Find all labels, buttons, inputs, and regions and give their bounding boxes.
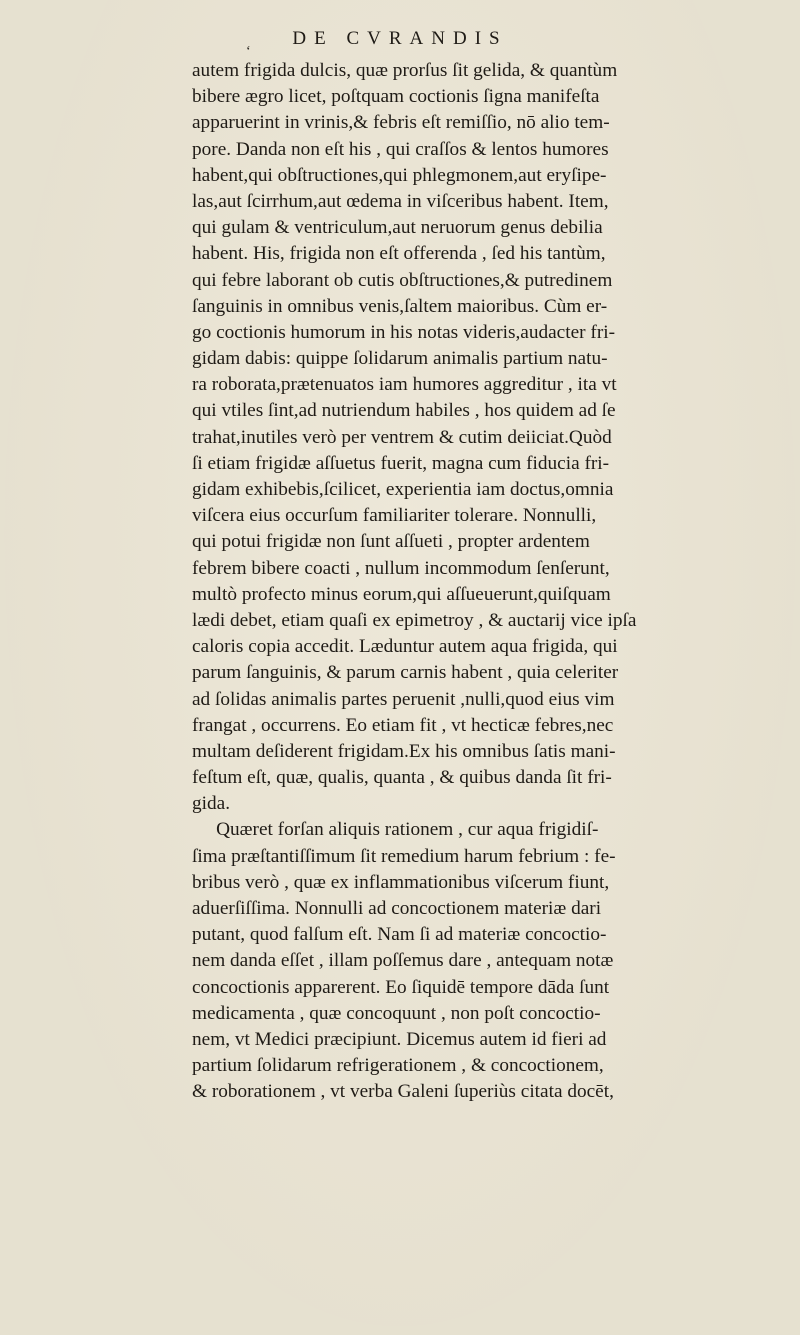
text-line: caloris copia accedit. Læduntur autem aqua frigida, qui	[192, 636, 618, 658]
text-line: bibere ægro licet, poſtquam coctionis ſigna manifeſta	[192, 86, 600, 108]
text-line: frangat , occurrens. Eo etiam fit , vt hecticæ febres,nec	[192, 714, 614, 736]
text-line: medicamenta , quæ concoquunt , non poſt concoctio-	[192, 1002, 601, 1024]
text-line: gida.	[192, 793, 231, 815]
text-line: qui febre laborant ob cutis obſtructiones,& putredinem	[192, 269, 613, 291]
text-line: parum ſanguinis, & parum carnis habent , quia celeriter	[192, 662, 619, 684]
text-line: go coctionis humorum in his notas videris,audacter fri-	[192, 321, 616, 343]
text-line: partium ſolidarum refrigerationem , & concoctionem,	[192, 1055, 604, 1077]
text-line: ſima præſtantiſſimum ſit remedium harum febrium : fe-	[192, 845, 616, 867]
text-line: las,aut ſcirrhum,aut œdema in viſceribus habent. Item,	[192, 190, 609, 212]
text-line: Quæret forſan aliquis rationem , cur aqua frigidiſ-	[192, 819, 599, 841]
text-line: gidam dabis: quippe ſolidarum animalis partium natu-	[192, 348, 608, 370]
text-line: bribus verò , quæ ex inflammationibus viſcerum fiunt,	[192, 871, 610, 893]
text-line: viſcera eius occurſum familiariter tolerare. Nonnulli,	[192, 505, 597, 527]
text-line: qui gulam & ventriculum,aut neruorum genus debilia	[192, 217, 603, 239]
text-line: gidam exhibebis,ſcilicet, experientia iam doctus,omnia	[192, 479, 614, 500]
text-line: qui vtiles ſint,ad nutriendum habiles , hos quidem ad ſe	[192, 400, 616, 422]
text-line: habent,qui obſtructiones,qui phlegmonem,aut eryſipe-	[192, 164, 607, 186]
text-line: autem frigida dulcis, quæ prorſus ſit gelida, & quantùm	[192, 60, 618, 81]
text-line: febrem bibere coacti , nullum incommodum ſenſerunt,	[192, 557, 610, 579]
text-line: ra roborata,prætenuatos iam humores aggreditur , ita vt	[192, 374, 617, 396]
text-line: multam deſiderent frigidam.Ex his omnibus ſatis mani-	[192, 740, 616, 762]
text-line: lædi debet, etiam quaſi ex epimetroy , & auctarij vice ipſa	[192, 609, 637, 631]
text-line: nem danda eſſet , illam poſſemus dare , antequam notæ	[192, 950, 614, 972]
text-line: ſanguinis in omnibus venis,ſaltem maioribus. Cùm er-	[192, 295, 608, 317]
text-line: trahat,inutiles verò per ventrem & cutim deiiciat.Quòd	[192, 426, 612, 448]
text-line: ad ſolidas animalis partes peruenit ,nulli,quod eius vim	[192, 688, 615, 710]
text-line: multò profecto minus eorum,qui aſſueuerunt,quiſquam	[192, 583, 611, 605]
body-text	[192, 58, 800, 1106]
page-mark: ʻ	[246, 44, 251, 59]
text-line: pore. Danda non eſt his , qui craſſos & lentos humores	[192, 138, 609, 160]
running-head: DE CVRANDIS	[292, 28, 508, 49]
text-line: habent. His, frigida non eſt offerenda , ſed his tantùm,	[192, 243, 606, 265]
text-line: aduerſiſſima. Nonnulli ad concoctionem materiæ dari	[192, 898, 602, 919]
text-line: apparuerint in vrinis,& febris eſt remiſſio, nō alio tem-	[192, 112, 610, 134]
text-line: putant, quod falſum eſt. Nam ſi ad materiæ concoctio-	[192, 924, 607, 946]
text-line: concoctionis apparerent. Eo ſiquidē tempore dāda ſunt	[192, 976, 610, 998]
text-line: qui potui frigidæ non ſunt aſſueti , propter ardentem	[192, 531, 590, 553]
text-line: ſi etiam frigidæ aſſuetus fuerit, magna cum fiducia fri-	[192, 452, 610, 474]
text-line: nem, vt Medici præcipiunt. Dicemus autem id fieri ad	[192, 1028, 607, 1050]
text-line: & roborationem , vt verba Galeni ſuperiùs citata docēt,	[192, 1081, 614, 1103]
text-line: feſtum eſt, quæ, qualis, quanta , & quibus danda ſit fri-	[192, 767, 612, 789]
